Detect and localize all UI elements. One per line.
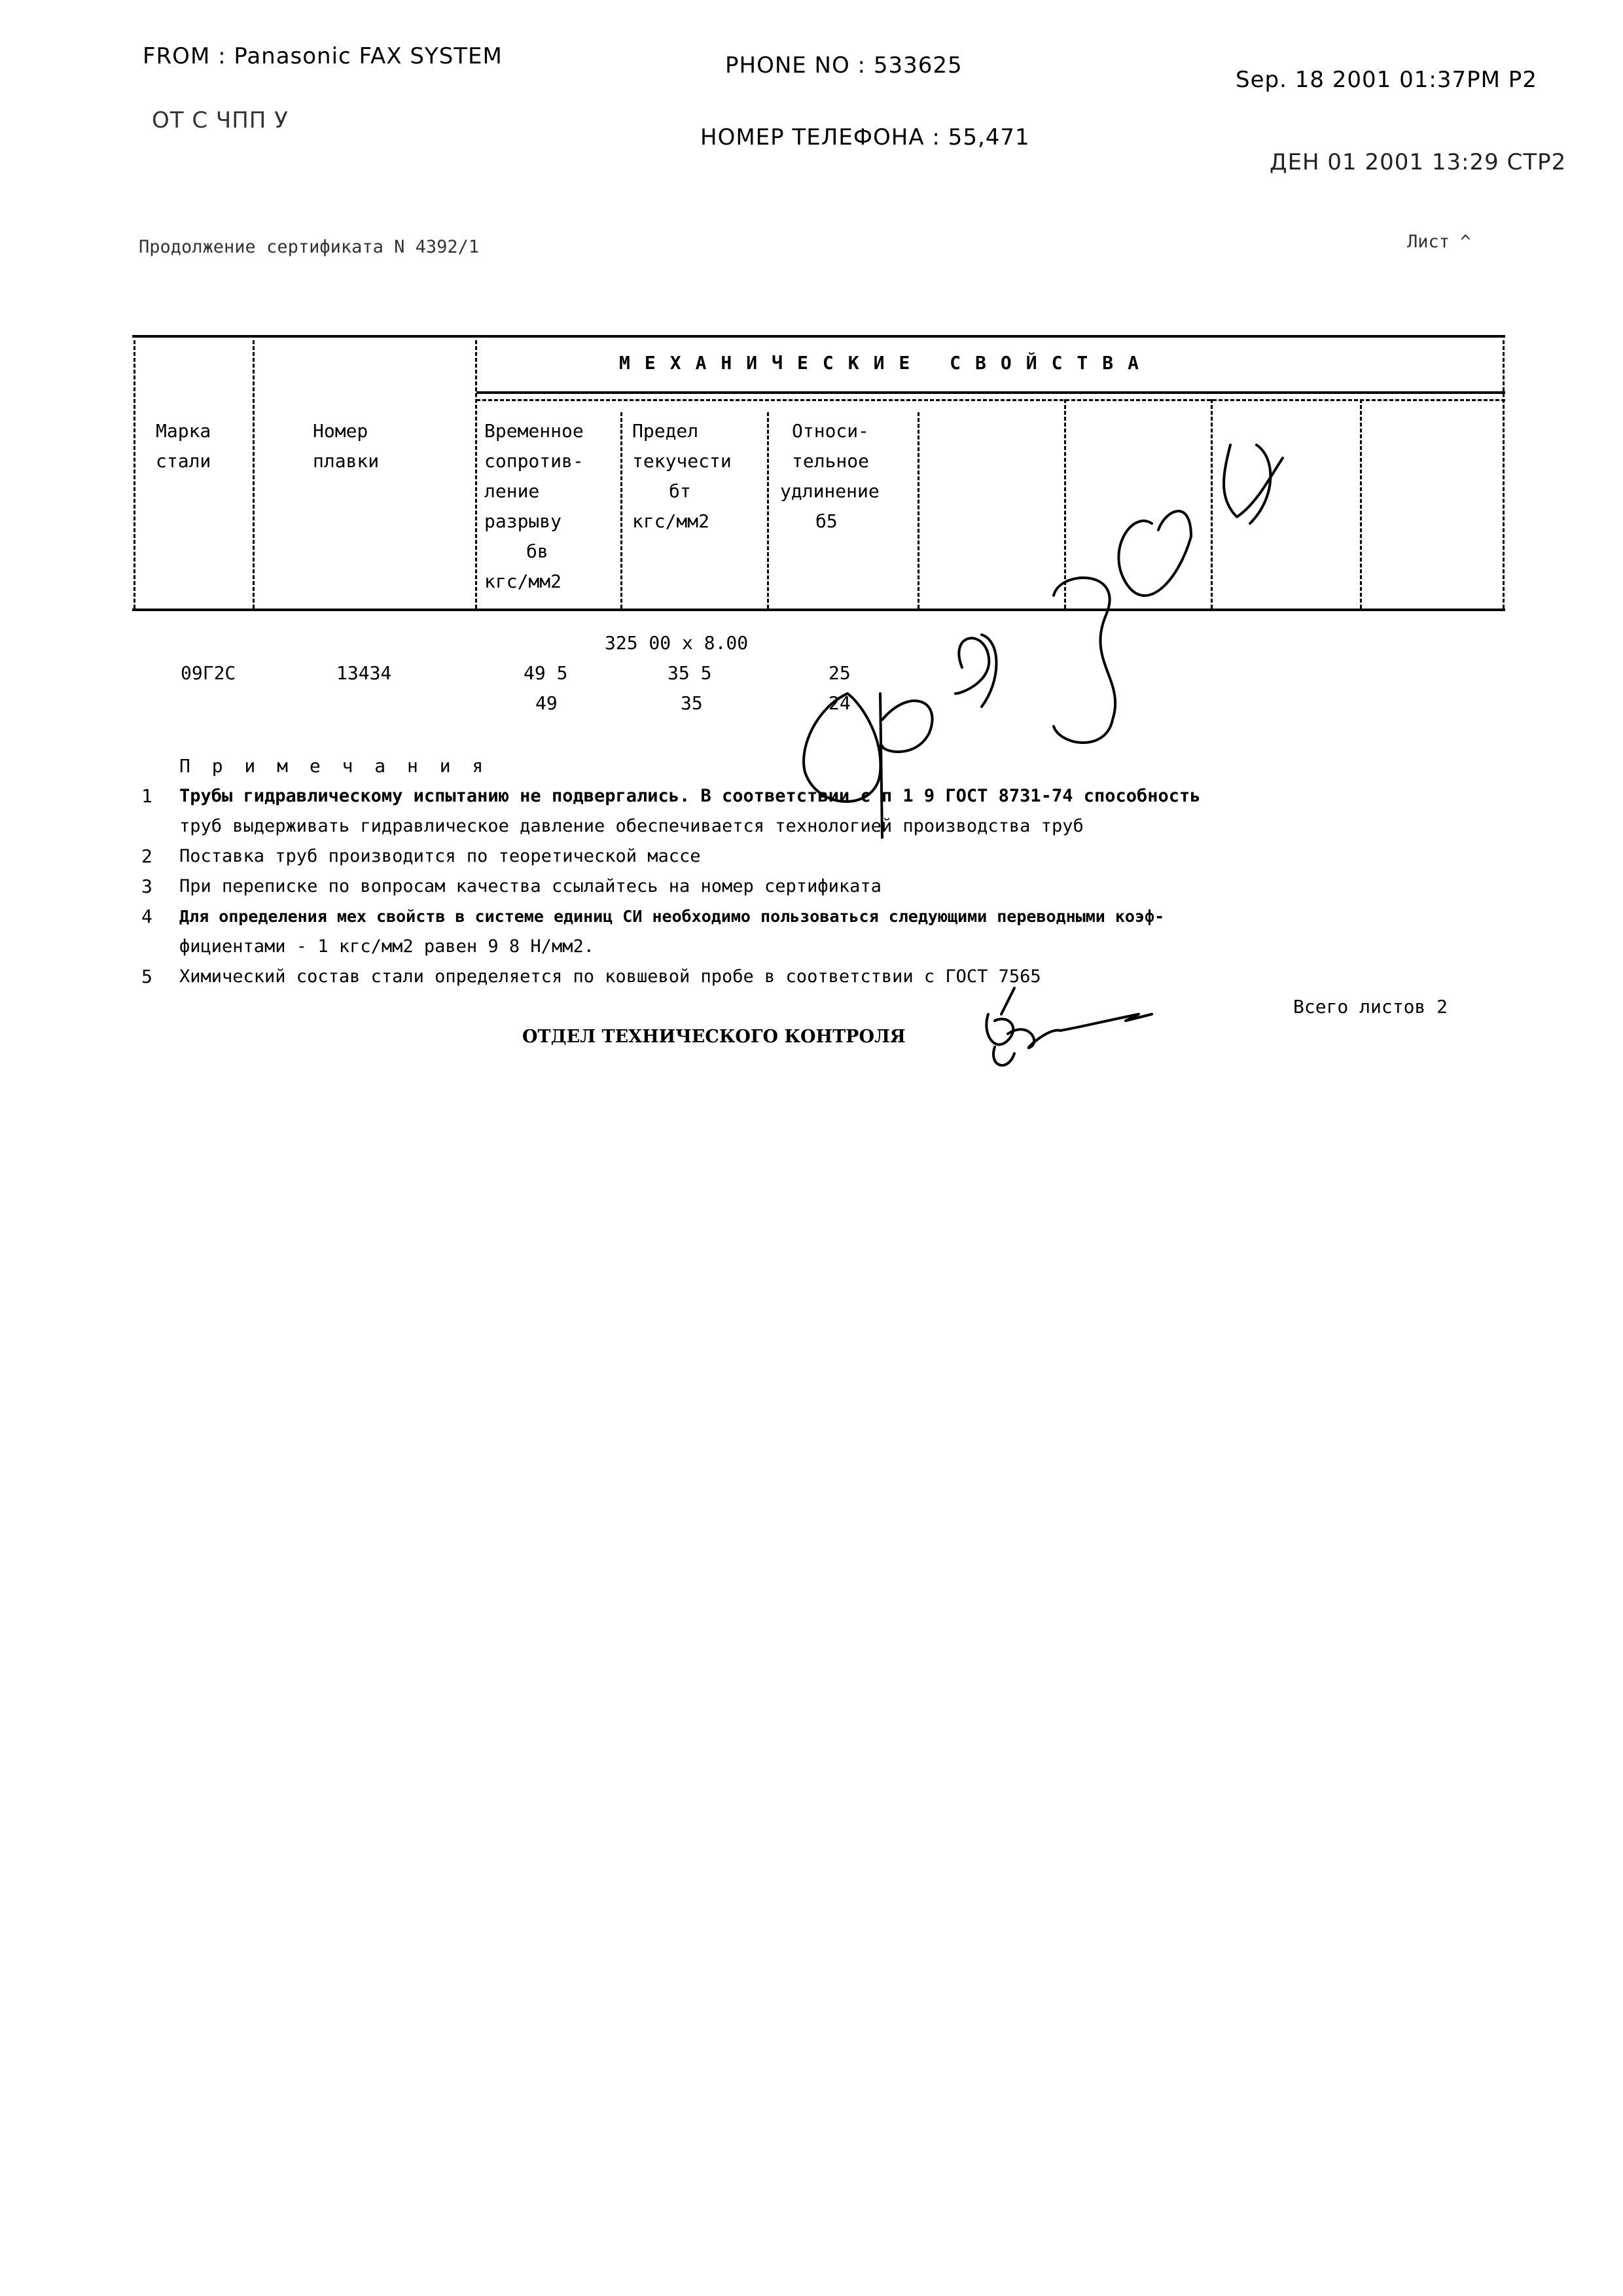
fax-from-line: FROM : Panasonic FAX SYSTEM: [143, 43, 503, 69]
note-number: 2: [141, 845, 152, 867]
fax-phone-line-ru: НОМЕР ТЕЛЕФОНА : 55,471: [700, 124, 1030, 150]
cell-elongation: 25: [829, 662, 851, 684]
department-label: ОТДЕЛ ТЕХНИЧЕСКОГО КОНТРОЛЯ: [522, 1027, 906, 1047]
note-number: 4: [141, 906, 152, 927]
cell-tensile: 49: [535, 692, 558, 714]
cell-yield: 35 5: [668, 662, 712, 684]
table-top-border: [132, 335, 1505, 338]
group-header: МЕХАНИЧЕСКИЕ СВОЙСТВА: [619, 352, 1154, 374]
note-text: Для определения мех свойств в системе единиц СИ необходимо пользоваться следующими переводными коэф-: [179, 907, 1165, 926]
fax-from-line-ru: ОТ С ЧПП У: [152, 107, 289, 133]
col-header-yield-strength: Предел текучести бт кгс/мм2: [632, 420, 732, 532]
col-border-3: [620, 412, 622, 609]
note-text: труб выдерживать гидравлическое давление обеспечивается технологией производства труб: [179, 816, 1084, 836]
note-number: 5: [141, 966, 152, 987]
col-border-0: [134, 340, 135, 609]
note-text: При переписке по вопросам качества ссылайтесь на номер сертификата: [179, 876, 882, 896]
total-sheets: Всего листов 2: [1293, 996, 1448, 1017]
col-border-2: [475, 340, 477, 609]
col-border-9: [1503, 340, 1505, 609]
handwritten-sample-mark: [720, 419, 1309, 877]
col-header-tensile-strength: Временное сопротив- ление разрыву бв кгс/мм2: [484, 420, 584, 592]
cell-steel-grade: 09Г2С: [181, 662, 236, 684]
fax-date-line-ru: ДЕН 01 2001 13:29 СТР2: [1270, 149, 1567, 175]
cell-elongation: 24: [829, 692, 851, 714]
group-header-rule: [476, 391, 1505, 394]
fax-date-line: Sep. 18 2001 01:37PM P2: [1236, 67, 1537, 93]
note-text: Поставка труб производится по теоретической массе: [179, 846, 701, 866]
fax-phone-line: PHONE NO : 533625: [725, 52, 963, 79]
cell-tensile: 49 5: [524, 662, 568, 684]
cell-yield: 35: [681, 692, 703, 714]
col-border-8: [1360, 399, 1362, 609]
col-border-1: [253, 340, 255, 609]
pipe-size-line: 325 00 x 8.00: [605, 632, 749, 654]
note-text: Химический состав стали определяется по ковшевой пробе в соответствии с ГОСТ 7565: [179, 966, 1041, 987]
note-text: Трубы гидравлическому испытанию не подвергались. В соответствии с п 1 9 ГОСТ 8731-74 способность: [179, 786, 1201, 806]
col-header-steel-grade: Марка стали: [156, 420, 211, 472]
note-number: 3: [141, 875, 152, 897]
col-header-heat-number: Номер плавки: [313, 420, 380, 472]
certificate-title: Продолжение сертификата N 4392/1: [139, 237, 480, 257]
cell-heat-number: 13434: [336, 662, 392, 684]
notes-heading: П р и м е ч а н и я: [179, 755, 489, 777]
sheet-label: Лист ^: [1407, 232, 1471, 252]
subheader-rule: [476, 399, 1505, 401]
note-number: 1: [141, 785, 152, 807]
signature: [969, 975, 1165, 1080]
col-header-elongation: Относи- тельное удлинение б5: [780, 420, 880, 532]
note-text: фициентами - 1 кгс/мм2 равен 9 8 Н/мм2.: [179, 936, 594, 957]
